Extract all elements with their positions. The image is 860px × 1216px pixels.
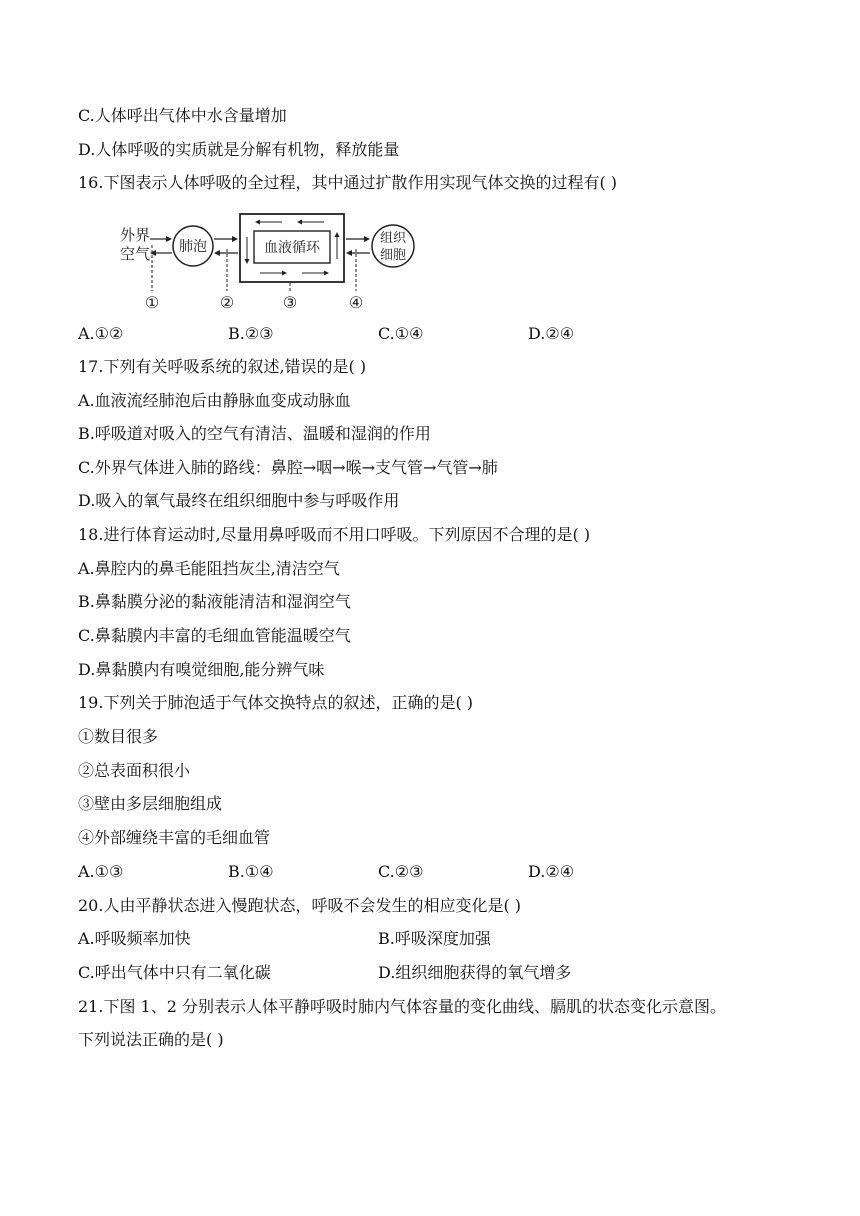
q20-option-b: B.呼吸深度加强 (378, 929, 491, 948)
q19-option-c: C.②③ (378, 862, 424, 881)
alveoli-label: 肺泡 (179, 239, 207, 255)
q18-stem: 18.进行体育运动时,尽量用鼻呼吸而不用口呼吸。下列原因不合理的是( ) (78, 525, 591, 544)
q18-option-a: A.鼻腔内的鼻毛能阻挡灰尘,清洁空气 (78, 559, 340, 578)
q15-option-d: D.人体呼吸的实质就是分解有机物，释放能量 (78, 140, 400, 159)
q18-option-c: C.鼻黏膜内丰富的毛细血管能温暖空气 (78, 626, 351, 645)
outside-air-label-2: 空气 (120, 245, 151, 263)
q19-statement-3: ③壁由多层细胞组成 (78, 794, 223, 813)
q16-option-d: D.②④ (528, 324, 575, 343)
q19-option-d: D.②④ (528, 862, 575, 881)
q19-option-b: B.①④ (228, 862, 274, 881)
tissue-cells-label-1: 组织 (379, 231, 407, 246)
q17-option-d: D.吸入的氧气最终在组织细胞中参与呼吸作用 (78, 491, 400, 510)
q17-option-a: A.血液流经肺泡后由静脉血变成动脉血 (78, 391, 351, 410)
q17-option-b: B.呼吸道对吸入的空气有清洁、温暖和湿润的作用 (78, 424, 431, 443)
marker-3: ③ (282, 293, 298, 312)
q20-option-d: D.组织细胞获得的氧气增多 (378, 963, 572, 982)
q19-statement-1: ①数目很多 (78, 727, 159, 746)
q15-option-c: C.人体呼出气体中水含量增加 (78, 106, 287, 125)
respiration-process-diagram (110, 207, 430, 315)
q16-option-a: A.①② (78, 324, 124, 343)
arrow-head-alveoli-to-blood (232, 236, 238, 242)
arrow-head-air-to-alveoli (166, 236, 172, 242)
circ-arrowhead-top-left (255, 220, 260, 225)
q20-option-a: A.呼吸频率加快 (78, 929, 191, 948)
q19-statement-4: ④外部缠绕丰富的毛细血管 (78, 828, 271, 847)
arrow-head-alveoli-to-air (150, 250, 156, 256)
blood-circulation-label: 血液循环 (264, 240, 320, 256)
circ-arrowhead-right (335, 232, 340, 237)
arrow-head-blood-to-alveoli (214, 250, 220, 256)
q17-stem: 17.下列有关呼吸系统的叙述,错误的是( ) (78, 357, 367, 376)
tissue-cells-label-2: 细胞 (379, 248, 407, 263)
q20-option-c: C.呼出气体中只有二氧化碳 (78, 963, 271, 982)
q21-stem-line-1: 21.下图 1、2 分别表示人体平静呼吸时肺内气体容量的变化曲线、膈肌的状态变化示意图。 (78, 997, 726, 1016)
q21-stem-line-2: 下列说法正确的是( ) (78, 1030, 224, 1049)
marker-1: ① (144, 293, 160, 312)
circ-arrowhead-bottom-right (324, 271, 329, 276)
q18-option-d: D.鼻黏膜内有嗅觉细胞,能分辨气味 (78, 660, 325, 679)
q20-stem: 20.人由平静状态进入慢跑状态，呼吸不会发生的相应变化是( ) (78, 896, 522, 915)
q19-statement-2: ②总表面积很小 (78, 761, 191, 780)
q17-option-c: C.外界气体进入肺的路线：鼻腔→咽→喉→支气管→气管→肺 (78, 458, 498, 477)
circ-arrowhead-bottom-left (282, 271, 287, 276)
circ-arrowhead-top-right (297, 220, 302, 225)
circ-arrowhead-left (245, 259, 250, 264)
q18-option-b: B.鼻黏膜分泌的黏液能清洁和湿润空气 (78, 592, 351, 611)
marker-4: ④ (348, 293, 364, 312)
q19-stem: 19.下列关于肺泡适于气体交换特点的叙述，正确的是( ) (78, 693, 474, 712)
q16-option-c: C.①④ (378, 324, 424, 343)
arrow-head-blood-to-tissue (364, 236, 370, 242)
arrow-head-tissue-to-blood (346, 250, 352, 256)
q16-option-b: B.②③ (228, 324, 274, 343)
outside-air-label-1: 外界 (120, 226, 151, 244)
q16-stem: 16.下图表示人体呼吸的全过程，其中通过扩散作用实现气体交换的过程有( ) (78, 173, 618, 192)
q19-option-a: A.①③ (78, 862, 124, 881)
marker-2: ② (219, 293, 235, 312)
